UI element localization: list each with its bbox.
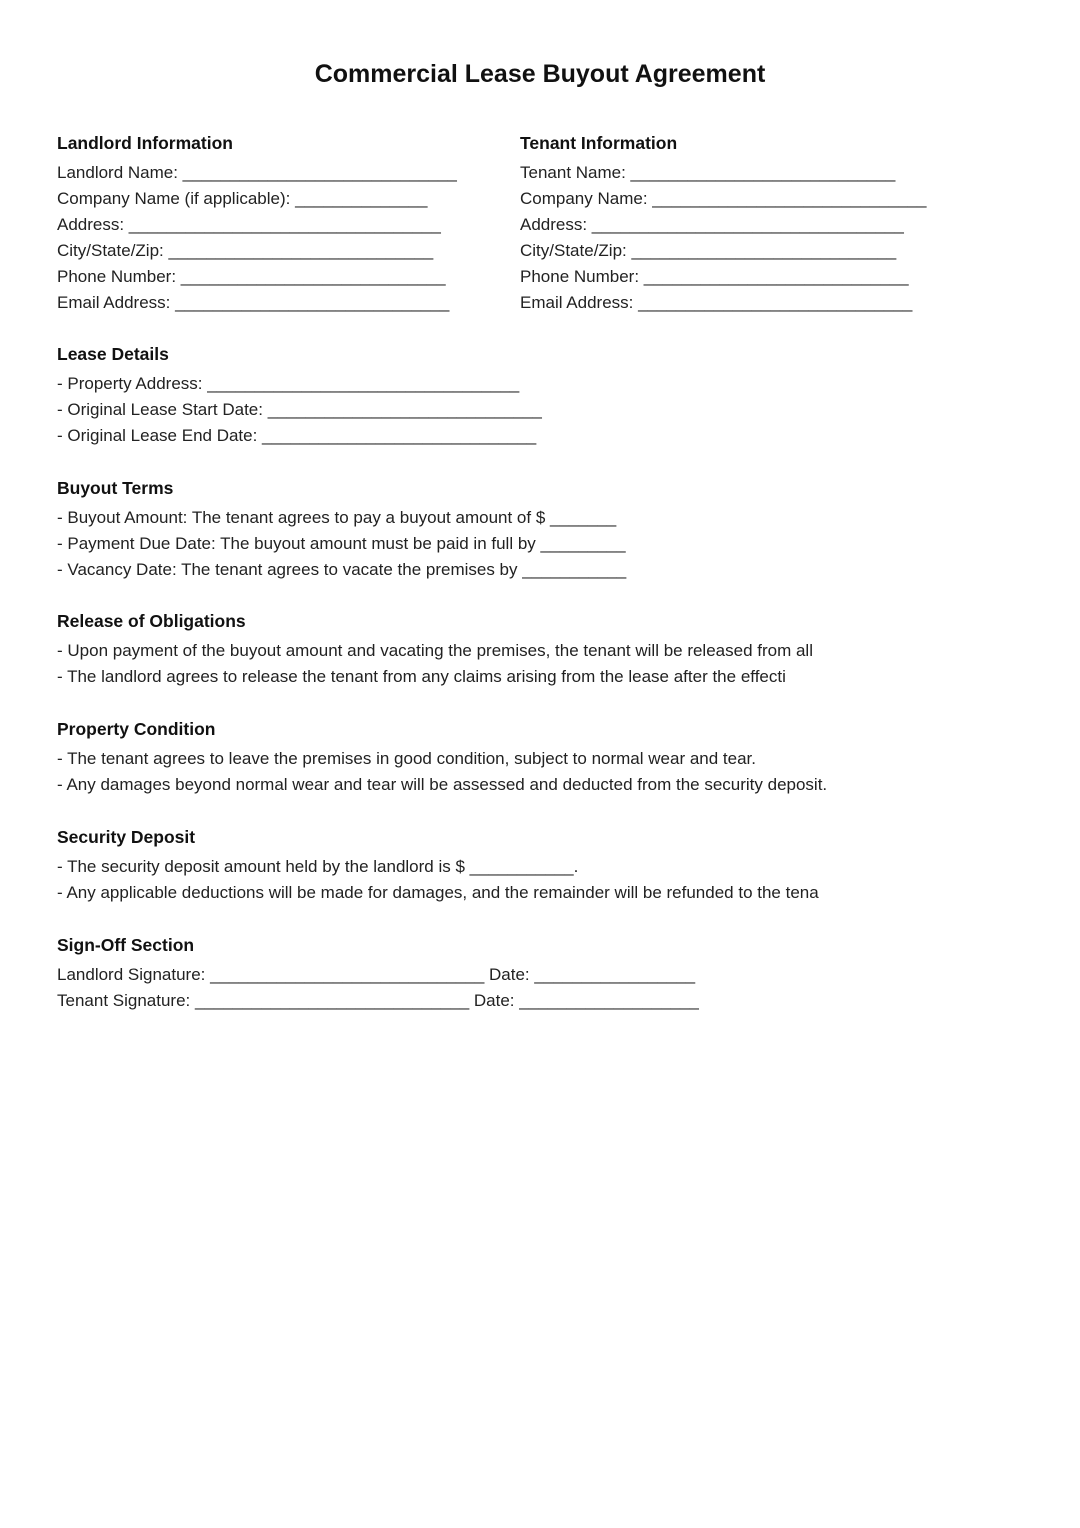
landlord-name-field: Landlord Name: _____________________________ [57,163,457,182]
release-line-tenant: - Upon payment of the buyout amount and vacating the premises, the tenant will be released from all [57,641,813,660]
sign-off-section [57,935,1017,1014]
security-deposit-amount-line: - The security deposit amount held by the landlord is $ ___________. [57,857,579,876]
tenant-information-section [520,133,960,316]
tenant-name-field: Tenant Name: ____________________________ [520,163,896,182]
tenant-email-field: Email Address: _____________________________ [520,293,913,312]
landlord-phone-field: Phone Number: ____________________________ [57,267,446,286]
security-deposit-deductions-line: - Any applicable deductions will be made for damages, and the remainder will be refunded to the tena [57,883,819,902]
landlord-city-state-zip-field: City/State/Zip: ____________________________ [57,241,434,260]
property-condition-line-2: - Any damages beyond normal wear and tear will be assessed and deducted from the security deposit. [57,775,828,794]
release-line-landlord: - The landlord agrees to release the tenant from any claims arising from the lease after the effecti [57,667,786,686]
release-of-obligations-heading: Release of Obligations [57,611,246,631]
buyout-amount-line: - Buyout Amount: The tenant agrees to pay a buyout amount of $ _______ [57,508,617,527]
lease-details-section [57,344,1017,449]
landlord-signature-line: Landlord Signature: _____________________________ Date: _________________ [57,965,696,984]
tenant-address-field: Address: _________________________________ [520,215,904,234]
landlord-email-field: Email Address: _____________________________ [57,293,450,312]
landlord-company-name-field: Company Name (if applicable): ______________ [57,189,428,208]
release-of-obligations-section [57,611,1017,690]
tenant-phone-field: Phone Number: ____________________________ [520,267,909,286]
landlord-information-heading: Landlord Information [57,133,233,153]
tenant-city-state-zip-field: City/State/Zip: ____________________________ [520,241,897,260]
buyout-terms-section [57,478,1017,583]
vacancy-date-line: - Vacancy Date: The tenant agrees to vacate the premises by ___________ [57,560,627,579]
lease-start-date-field: - Original Lease Start Date: _____________________________ [57,400,542,419]
buyout-terms-heading: Buyout Terms [57,478,174,498]
landlord-address-field: Address: _________________________________ [57,215,441,234]
property-condition-section [57,719,1017,798]
document-title: Commercial Lease Buyout Agreement [314,60,766,88]
security-deposit-section [57,827,1017,906]
sign-off-heading: Sign-Off Section [57,935,195,955]
tenant-company-name-field: Company Name: _____________________________ [520,189,927,208]
lease-end-date-field: - Original Lease End Date: _____________________________ [57,426,537,445]
landlord-information-section [57,133,497,316]
property-condition-heading: Property Condition [57,719,216,739]
tenant-information-heading: Tenant Information [520,133,678,153]
property-address-field: - Property Address: _________________________________ [57,374,520,393]
property-condition-line-1: - The tenant agrees to leave the premises in good condition, subject to normal wear and tear. [57,749,756,768]
lease-details-heading: Lease Details [57,344,169,364]
payment-due-date-line: - Payment Due Date: The buyout amount must be paid in full by _________ [57,534,626,553]
tenant-signature-line: Tenant Signature: _____________________________ Date: ___________________ [57,991,699,1010]
security-deposit-heading: Security Deposit [57,827,196,847]
